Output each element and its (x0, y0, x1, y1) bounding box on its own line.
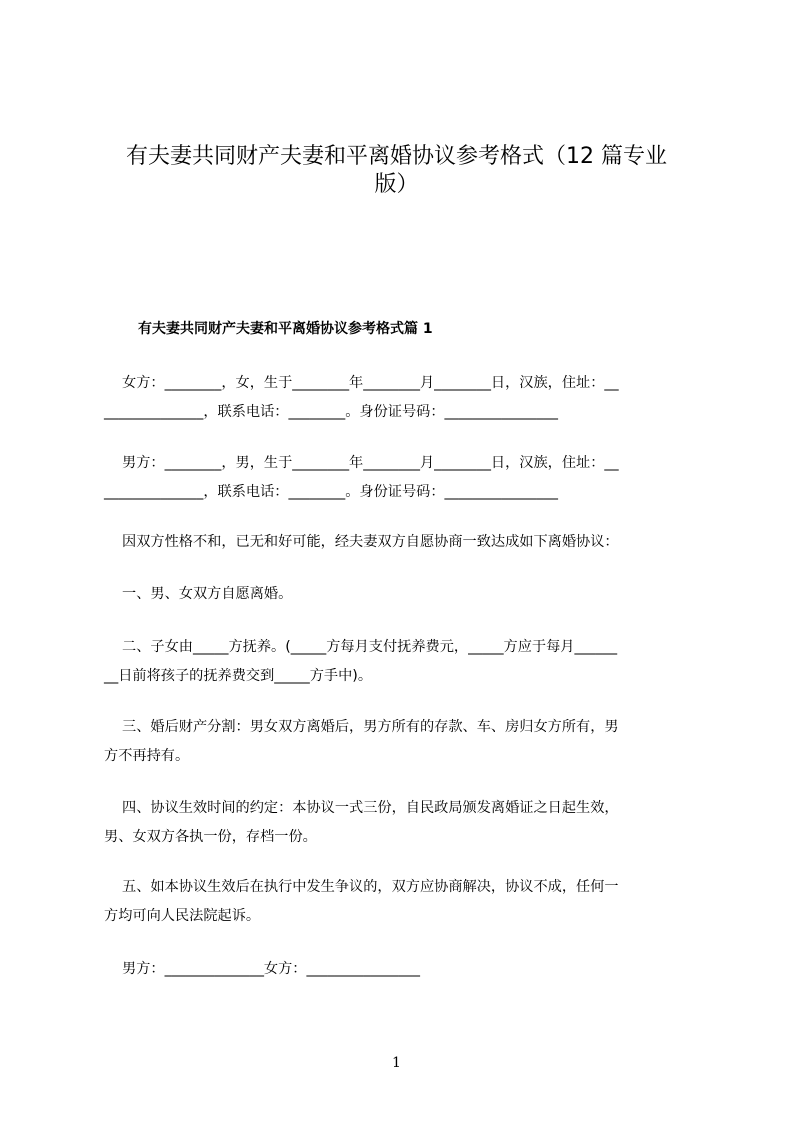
paragraph-clause-1 (104, 580, 704, 609)
paragraph-line: 方不再持有。 (104, 748, 190, 764)
signature-line (104, 955, 704, 984)
paragraph-line: 因双方性格不和，已无和好可能，经夫妻双方自愿协商一致达成如下离婚协议： (104, 534, 619, 550)
paragraph-line: 方均可向人民法院起诉。 (104, 908, 261, 924)
page-number: 1 (392, 1055, 401, 1071)
paragraph-clause-3 (104, 713, 704, 771)
paragraph-line: 男方：______________女方：________________ (104, 961, 420, 977)
paragraph-line: ______________，联系电话：________。身份证号码：________________ (104, 484, 559, 500)
paragraph-clause-2 (104, 633, 704, 691)
paragraph-clause-4 (104, 794, 704, 852)
paragraph-line: 四、协议生效时间的约定：本协议一式三份，自民政局颁发离婚证之日起生效， (104, 800, 619, 816)
paragraph-female-party (104, 369, 704, 427)
paragraph-line: 二、子女由_____方抚养。(_____方每月支付抚养费元，_____方应于每月______ (104, 639, 618, 655)
paragraph-line: __日前将孩子的抚养费交到_____方手中)。 (104, 668, 373, 684)
section-heading: 有夫妻共同财产夫妻和平离婚协议参考格式篇 1 (138, 321, 433, 337)
paragraph-line: 女方：________，女，生于________年________月________日，汉族，住址：__ (104, 375, 619, 391)
document-title (100, 143, 693, 199)
paragraph-line: 男方：________，男，生于________年________月________日，汉族，住址：__ (104, 455, 619, 471)
paragraph-clause-5 (104, 873, 704, 931)
paragraph-line: 男、女双方各执一份，存档一份。 (104, 829, 317, 845)
paragraph-intro (104, 528, 704, 557)
document-title-line-1: 有夫妻共同财产夫妻和平离婚协议参考格式（12 篇专业 (126, 144, 667, 169)
paragraph-line: 五、如本协议生效后在执行中发生争议的，双方应协商解决，协议不成，任何一 (104, 879, 619, 895)
paragraph-line: 一、男、女双方自愿离婚。 (104, 586, 293, 602)
paragraph-line: 三、婚后财产分割：男女双方离婚后，男方所有的存款、车、房归女方所有，男 (104, 719, 619, 735)
paragraph-line: ______________，联系电话：________。身份证号码：________________ (104, 404, 559, 420)
paragraph-male-party (104, 449, 704, 507)
document-title-line-2: 版） (374, 172, 419, 197)
